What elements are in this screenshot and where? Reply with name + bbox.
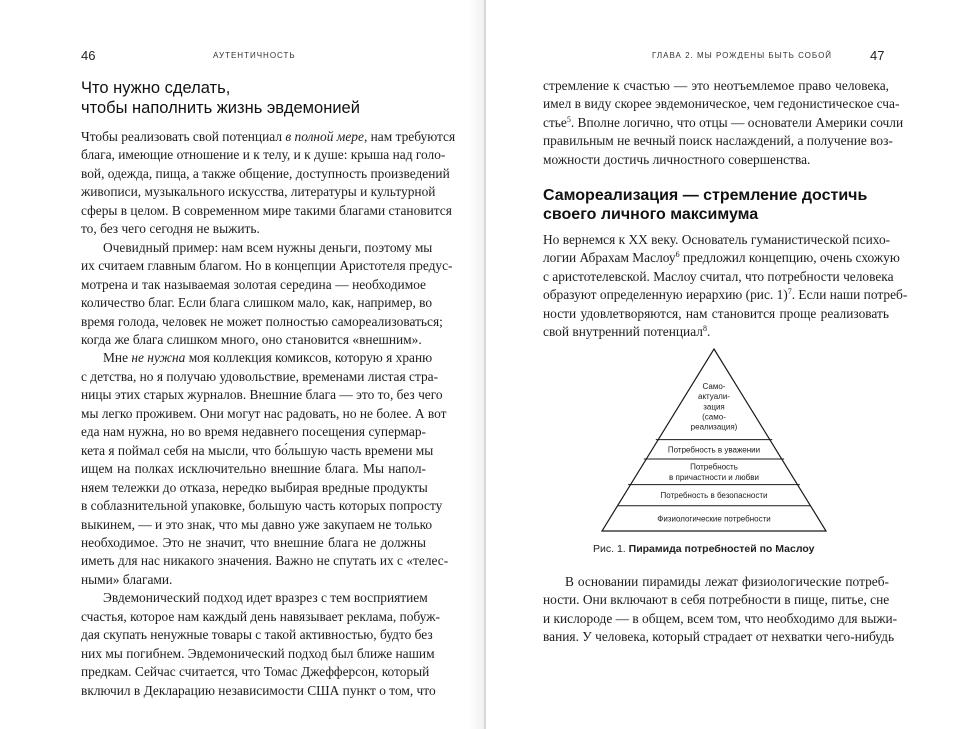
text-run: вания. У человека, который страдает от нехватки чего-нибудь bbox=[543, 629, 895, 645]
pyramid-level-label: в причастности и любви bbox=[669, 472, 759, 482]
footnote-ref: 5 bbox=[566, 114, 571, 124]
text-line bbox=[81, 534, 426, 552]
caption-prefix: Рис. 1. bbox=[593, 543, 626, 555]
text-run: мы легко проживем. Они могут нас радовать, но не более. А вот bbox=[81, 405, 447, 421]
pyramid-level-label: Физиологические потребности bbox=[657, 514, 771, 524]
text-line bbox=[81, 220, 426, 238]
pyramid-level-label: (само- bbox=[702, 412, 726, 422]
text-run: Мне bbox=[103, 350, 132, 366]
text-run: время голода, человек не может полностью самореализоваться; bbox=[81, 313, 443, 329]
text-line bbox=[543, 323, 889, 341]
text-run: Чтобы реализовать свой потенциал bbox=[81, 129, 286, 144]
heading-line: Что нужно сделать, bbox=[81, 79, 231, 97]
caption-title: Пирамида потребностей по Маслоу bbox=[628, 543, 815, 555]
text-line bbox=[543, 249, 900, 267]
text-line bbox=[81, 552, 449, 570]
pyramid-level-label: зация bbox=[703, 402, 725, 412]
text-run: Эвдемонический подход идет вразрез с тем восприятием bbox=[103, 590, 428, 606]
text-line bbox=[81, 460, 426, 478]
pyramid-level-label: реализация) bbox=[690, 422, 738, 432]
text-run: предкам. Сейчас считается, что Томас Джефферсон, который bbox=[81, 664, 430, 680]
pyramid-level-label: актуали- bbox=[698, 392, 730, 402]
maslow-pyramid-figure bbox=[598, 345, 830, 535]
text-run: количество благ. Если блага слишком мало, как, например, во bbox=[81, 295, 433, 311]
text-line bbox=[81, 516, 433, 534]
text-run: имел в виду скорее эвдемоническое, чем гедонистическое сча- bbox=[543, 96, 900, 112]
pyramid-diagram bbox=[598, 345, 830, 535]
text-line bbox=[543, 231, 889, 249]
italic-emphasis: в полной мере bbox=[285, 129, 364, 144]
text-line bbox=[543, 591, 889, 609]
text-line bbox=[81, 386, 443, 404]
pyramid-level-label: Потребность bbox=[690, 462, 738, 472]
text-line bbox=[81, 331, 426, 349]
right-body-after-figure bbox=[543, 573, 898, 647]
heading-line: своего личного максимума bbox=[543, 206, 759, 223]
text-run: Очевидный пример: нам всем нужны деньги, поэтому мы bbox=[103, 239, 433, 255]
pyramid-level-label: Потребность в безопасности bbox=[660, 491, 768, 501]
text-line bbox=[81, 313, 443, 331]
text-line bbox=[81, 497, 443, 515]
text-run: с детства, но я получаю удовольствие, временами листая стра- bbox=[81, 368, 439, 384]
text-line bbox=[81, 571, 426, 589]
text-line bbox=[81, 645, 435, 663]
text-run: необходимое. Это не значит, что внешние блага не должны bbox=[81, 534, 426, 550]
text-line bbox=[81, 423, 426, 441]
text-run: моя коллекция комиксов, которую я храню bbox=[185, 350, 433, 366]
left-page bbox=[0, 0, 484, 729]
text-run: в соблазнительной упаковке, большую часть которых попросту bbox=[81, 498, 443, 514]
text-line bbox=[543, 114, 904, 132]
page-number-left: 46 bbox=[81, 48, 96, 63]
text-line bbox=[81, 405, 447, 423]
text-line bbox=[81, 368, 439, 386]
heading-line: чтобы наполнить жизнь эвдемонией bbox=[81, 99, 360, 117]
text-run: включил в Декларацию независимости США пункт о том, что bbox=[81, 682, 436, 698]
text-line bbox=[543, 305, 889, 323]
text-run: . bbox=[706, 324, 711, 340]
page-number-right: 47 bbox=[870, 48, 885, 63]
text-line bbox=[543, 132, 893, 150]
text-line bbox=[81, 294, 433, 312]
footnote-ref: 7 bbox=[787, 287, 792, 297]
text-line bbox=[81, 257, 453, 275]
text-run: мотрена и так называемая золотая середина — необходимое bbox=[81, 276, 426, 292]
running-head-right: ГЛАВА 2. МЫ РОЖДЕНЫ БЫТЬ СОБОЙ bbox=[652, 51, 833, 60]
text-run: образуют определенную иерархию (рис. 1) bbox=[543, 287, 788, 303]
right-body-section bbox=[543, 231, 908, 342]
text-run: стье bbox=[543, 114, 567, 130]
text-line bbox=[81, 442, 434, 460]
text-run: стремление к счастью — это неотъемлемое право человека, bbox=[543, 78, 889, 93]
text-run: с аристотелевской. Маслоу считал, что потребности человека bbox=[543, 268, 894, 284]
running-head-left: АУТЕНТИЧНОСТЬ bbox=[213, 51, 296, 60]
text-run: выкинем, — и это знак, что мы давно уже закупаем не только bbox=[81, 516, 433, 532]
pyramid-level-label: Само- bbox=[702, 381, 726, 391]
text-run: их считаем главным благом. Но в концепции Аристотеля предус- bbox=[81, 258, 453, 274]
footnote-ref: 6 bbox=[675, 250, 680, 260]
text-line bbox=[543, 77, 889, 95]
gutter-shadow bbox=[468, 0, 484, 729]
text-run: ности удовлетворяются, нам становится проще реализовать bbox=[543, 305, 889, 321]
text-line bbox=[81, 479, 426, 497]
text-run: вой, одежда, пища, а также общение, доступность произведений bbox=[81, 165, 450, 181]
figure-caption bbox=[593, 543, 814, 555]
text-line bbox=[543, 268, 894, 286]
left-body-text bbox=[81, 128, 456, 700]
text-run: кета я поймал себя на мысли, что бо́льшую часть времени мы bbox=[81, 442, 434, 458]
text-line bbox=[543, 610, 898, 628]
text-run: то, без чего сегодня не выжить. bbox=[81, 221, 260, 237]
text-line bbox=[81, 349, 433, 367]
text-run: правильным не вечный поиск наслаждений, а получение воз- bbox=[543, 133, 893, 149]
text-run: блага, имеющие отношение и к телу, и к душе: крыша над голо- bbox=[81, 147, 446, 163]
text-run: когда же блага слишком много, оно становится «внешним». bbox=[81, 331, 422, 347]
text-line bbox=[543, 151, 889, 169]
text-line bbox=[81, 276, 426, 294]
text-run: ищем на полках исключительно внешние блага. Мы напол- bbox=[81, 461, 426, 477]
text-run: свой внутренний потенциал bbox=[543, 324, 703, 340]
text-line bbox=[543, 95, 900, 113]
text-line bbox=[81, 183, 436, 201]
text-run: В основании пирамиды лежат физиологические потреб- bbox=[565, 574, 889, 589]
text-run: . Если наши потреб- bbox=[791, 287, 908, 303]
text-run: и кислороде — в общем, всем том, что необходимо для выжи- bbox=[543, 610, 898, 626]
text-run: ницы этих старых журналов. Внешние блага — это то, без чего bbox=[81, 387, 443, 403]
right-body-continued bbox=[543, 77, 904, 169]
text-line bbox=[81, 202, 452, 220]
section-heading-left bbox=[81, 78, 441, 118]
text-run: ными» благами. bbox=[81, 571, 173, 587]
text-run: счастья, которое нам каждый день навязывает реклама, побуж- bbox=[81, 608, 440, 624]
text-run: дая скупать ненужные товары с такой активностью, будто без bbox=[81, 627, 433, 643]
text-run: логии Абрахам Маслоу bbox=[543, 250, 676, 266]
text-line bbox=[81, 663, 430, 681]
text-run: Но вернемся к XX веку. Основатель гуманистической психо- bbox=[543, 232, 891, 247]
pyramid-level-label: Потребность в уважении bbox=[667, 445, 761, 455]
text-run: няем тележки до отказа, нередко выбирая вредные продукты bbox=[81, 479, 428, 495]
text-run: предложил концепцию, очень схожую bbox=[679, 250, 900, 266]
text-run: , нам требуются bbox=[363, 129, 456, 144]
text-line bbox=[81, 128, 456, 146]
text-run: сферы в целом. В современном мире такими благами становится bbox=[81, 202, 452, 218]
text-line bbox=[81, 608, 440, 626]
italic-emphasis: не нужна bbox=[131, 350, 186, 366]
text-run: еда нам нужна, но во время недавнего посещения супермар- bbox=[81, 424, 426, 440]
text-line bbox=[81, 165, 450, 183]
text-run: ности. Они включают в себя потребности в пище, питье, сне bbox=[543, 592, 890, 608]
text-line bbox=[81, 589, 426, 607]
text-run: . Вполне логично, что отцы — основатели Америки сочли bbox=[570, 114, 904, 130]
text-line bbox=[81, 626, 433, 644]
text-run: иметь для нас никакого значения. Важно не спутать их с «телес- bbox=[81, 553, 449, 569]
text-line bbox=[543, 286, 908, 304]
section-heading-right bbox=[543, 186, 888, 224]
footnote-ref: 8 bbox=[702, 324, 707, 334]
text-run: живописи, музыкального искусства, литературы и культурной bbox=[81, 184, 436, 200]
text-line bbox=[81, 239, 433, 257]
text-line bbox=[81, 682, 436, 700]
text-run: них мы погибнем. Эвдемонический подход был ближе нашим bbox=[81, 645, 435, 661]
text-run: можности достичь личностного совершенства. bbox=[543, 151, 811, 167]
text-line bbox=[543, 628, 895, 646]
heading-line: Самореализация — стремление достичь bbox=[543, 187, 868, 204]
text-line bbox=[81, 146, 446, 164]
text-line bbox=[543, 573, 889, 591]
